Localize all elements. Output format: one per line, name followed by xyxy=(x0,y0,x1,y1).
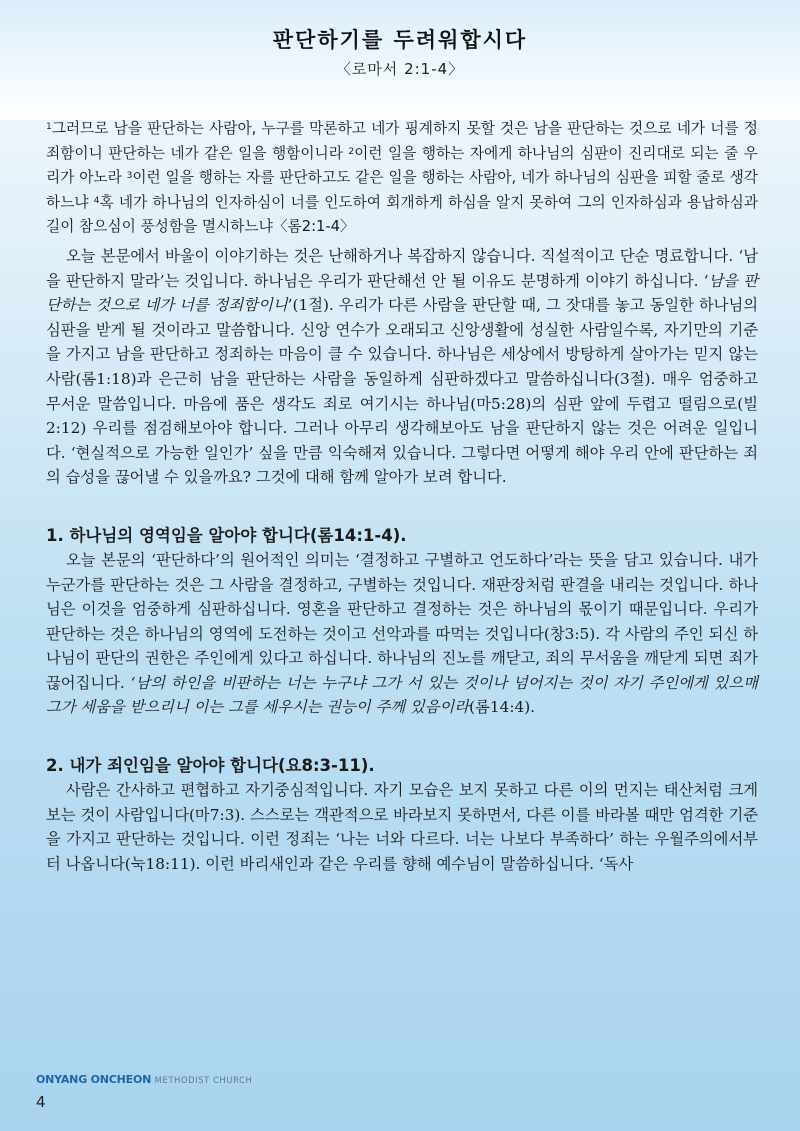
church-logo-text xyxy=(36,1073,252,1086)
intro-text-continued: ’(1절). 우리가 다른 사람을 판단할 때, 그 잣대를 놓고 동일한 하나님의 심판을 받게 될 것이라고 말씀합니다. 신앙 연수가 오래되고 신앙생활에 성실한 사람일수록, 자기만의 기준을 가지고 남을 판단하고 정죄하는 마음이 클 수 있습니다. 하나님은 세상에서 방탕하게 살아가는 믿지 않는 사람(롬1:18)과 은근히 남을 판단하는 사람을 동일하게 심판하겠다고 말씀하십니다(3절). 매우 엄중하고 무서운 말씀입니다. 마음에 품은 생각도 죄로 여기시는 하나님(마5:28)의 심판 앞에 두렵고 떨림으로(빌2:12) 우리를 점검해보아야 합니다. 그러나 아무리 생각해보아도 남을 판단하지 않는 것은 어려운 일입니다. ‘현실적으로 가능한 일인가’ 싶을 만큼 익숙해져 있습니다. 그렇다면 어떻게 해야 우리 안에 판단하는 죄의 습성을 끊어낼 수 있을까요? 그것에 대해 함께 알아가 보려 합니다. xyxy=(46,296,758,487)
verse-text: 이런 일을 행하는 자에게 하나님의 심판이 진리대로 되는 줄 우리가 아노라 xyxy=(46,144,758,187)
church-name: ONYANG ONCHEON xyxy=(36,1073,152,1086)
verse-number: 1 xyxy=(46,122,52,132)
intro-text: 오늘 본문에서 바울이 이야기하는 것은 난해하거나 복잡하지 않습니다. 직설적이고 단순 명료합니다. ‘남을 판단하지 말라’는 것입니다. 하나님은 우리가 판단해선 안 될 이유도 분명하게 이야기 하십니다. ‘ xyxy=(46,246,758,290)
scripture-passage xyxy=(46,117,758,240)
page-number: 4 xyxy=(36,1093,46,1111)
section-1-heading: 1. 하나님의 영역임을 알아야 합니다(롬14:1-4). xyxy=(46,525,407,545)
verse-text: 이런 일을 행하는 자를 판단하고도 같은 일을 행하는 사람아, 네가 하나님의 심판을 피할 줄로 생각하느냐 xyxy=(46,169,758,211)
section-1-text: 오늘 본문의 ‘판단하다’의 원어적인 의미는 ‘결정하고 구별하고 언도하다’라는 뜻을 담고 있습니다. 내가 누군가를 판단하는 것은 그 사람을 결정하고, 구별하는 것입니다. 재판장처럼 판결을 내리는 것입니다. 하나님은 이것을 엄중하게 심판하십니다. 영혼을 판단하고 결정하는 것은 하나님의 몫이기 때문입니다. 우리가 판단하는 것은 하나님의 영역에 도전하는 것이고 선악과를 따먹는 것입니다(창3:5). 각 사람의 주인 되신 하나님이 판단의 권한은 주인에게 있다고 하십니다. 하나님의 진노를 깨닫고, 죄의 무서움을 깨닫게 되면 죄가 끊어집니다. xyxy=(46,550,758,692)
section-2-paragraph xyxy=(46,778,758,876)
section-2-heading: 2. 내가 죄인임을 알아야 합니다(요8:3-11). xyxy=(46,756,375,776)
passage-reference: 〈롬2:1-4〉 xyxy=(272,218,355,236)
section-1-citation: (롬14:4). xyxy=(469,698,536,717)
scripture-reference: 〈로마서 2:1-4〉 xyxy=(335,60,465,78)
intro-quote: 남을 판단하는 것으로 네가 너를 정죄함이니 xyxy=(46,271,758,315)
verse-number: 4 xyxy=(93,195,100,206)
sermon-content xyxy=(46,117,758,876)
church-subname: METHODIST CHURCH xyxy=(154,1076,253,1086)
section-1-quote: ‘남의 하인을 비판하는 너는 누구냐 그가 서 있는 것이나 넘어지는 것이 자기 주인에게 있으매 그가 세움을 받으리니 이는 그를 세우시는 권능이 주께 있음이라 xyxy=(46,673,758,717)
intro-paragraph xyxy=(46,244,758,490)
verse-number: 3 xyxy=(126,171,133,182)
page-title: 판단하기를 두려워합시다 xyxy=(272,28,528,52)
verse-number: 2 xyxy=(348,146,355,157)
section-2-text: 사람은 간사하고 편협하고 자기중심적입니다. 자기 모습은 보지 못하고 다른 이의 먼지는 태산처럼 크게 보는 것이 사람입니다(마7:3). 스스로는 객관적으로 바라보지 못하면서, 다른 이를 바라볼 때만 엄격한 기준을 가지고 판단하는 것입니다. 이런 정죄는 ‘나는 너와 다르다. 너는 나보다 부족하다’ 하는 우월주의에서부터 나옵니다(눅18:11). 이런 바리새인과 같은 우리를 향해 예수님이 말씀하십니다. ‘독사 xyxy=(46,781,758,873)
verse-text: 혹 네가 하나님의 인자하심이 너를 인도하여 회개하게 하심을 알지 못하여 그의 인자하심과 용납하심과 길이 참으심이 풍성함을 멸시하느냐 xyxy=(46,193,758,236)
verse-text: 그러므로 남을 판단하는 사람아, 누구를 막론하고 네가 핑계하지 못할 것은 남을 판단하는 것으로 네가 너를 정죄함이니 판단하는 네가 같은 일을 행함이니라 xyxy=(46,120,758,162)
section-1-paragraph xyxy=(46,548,758,720)
